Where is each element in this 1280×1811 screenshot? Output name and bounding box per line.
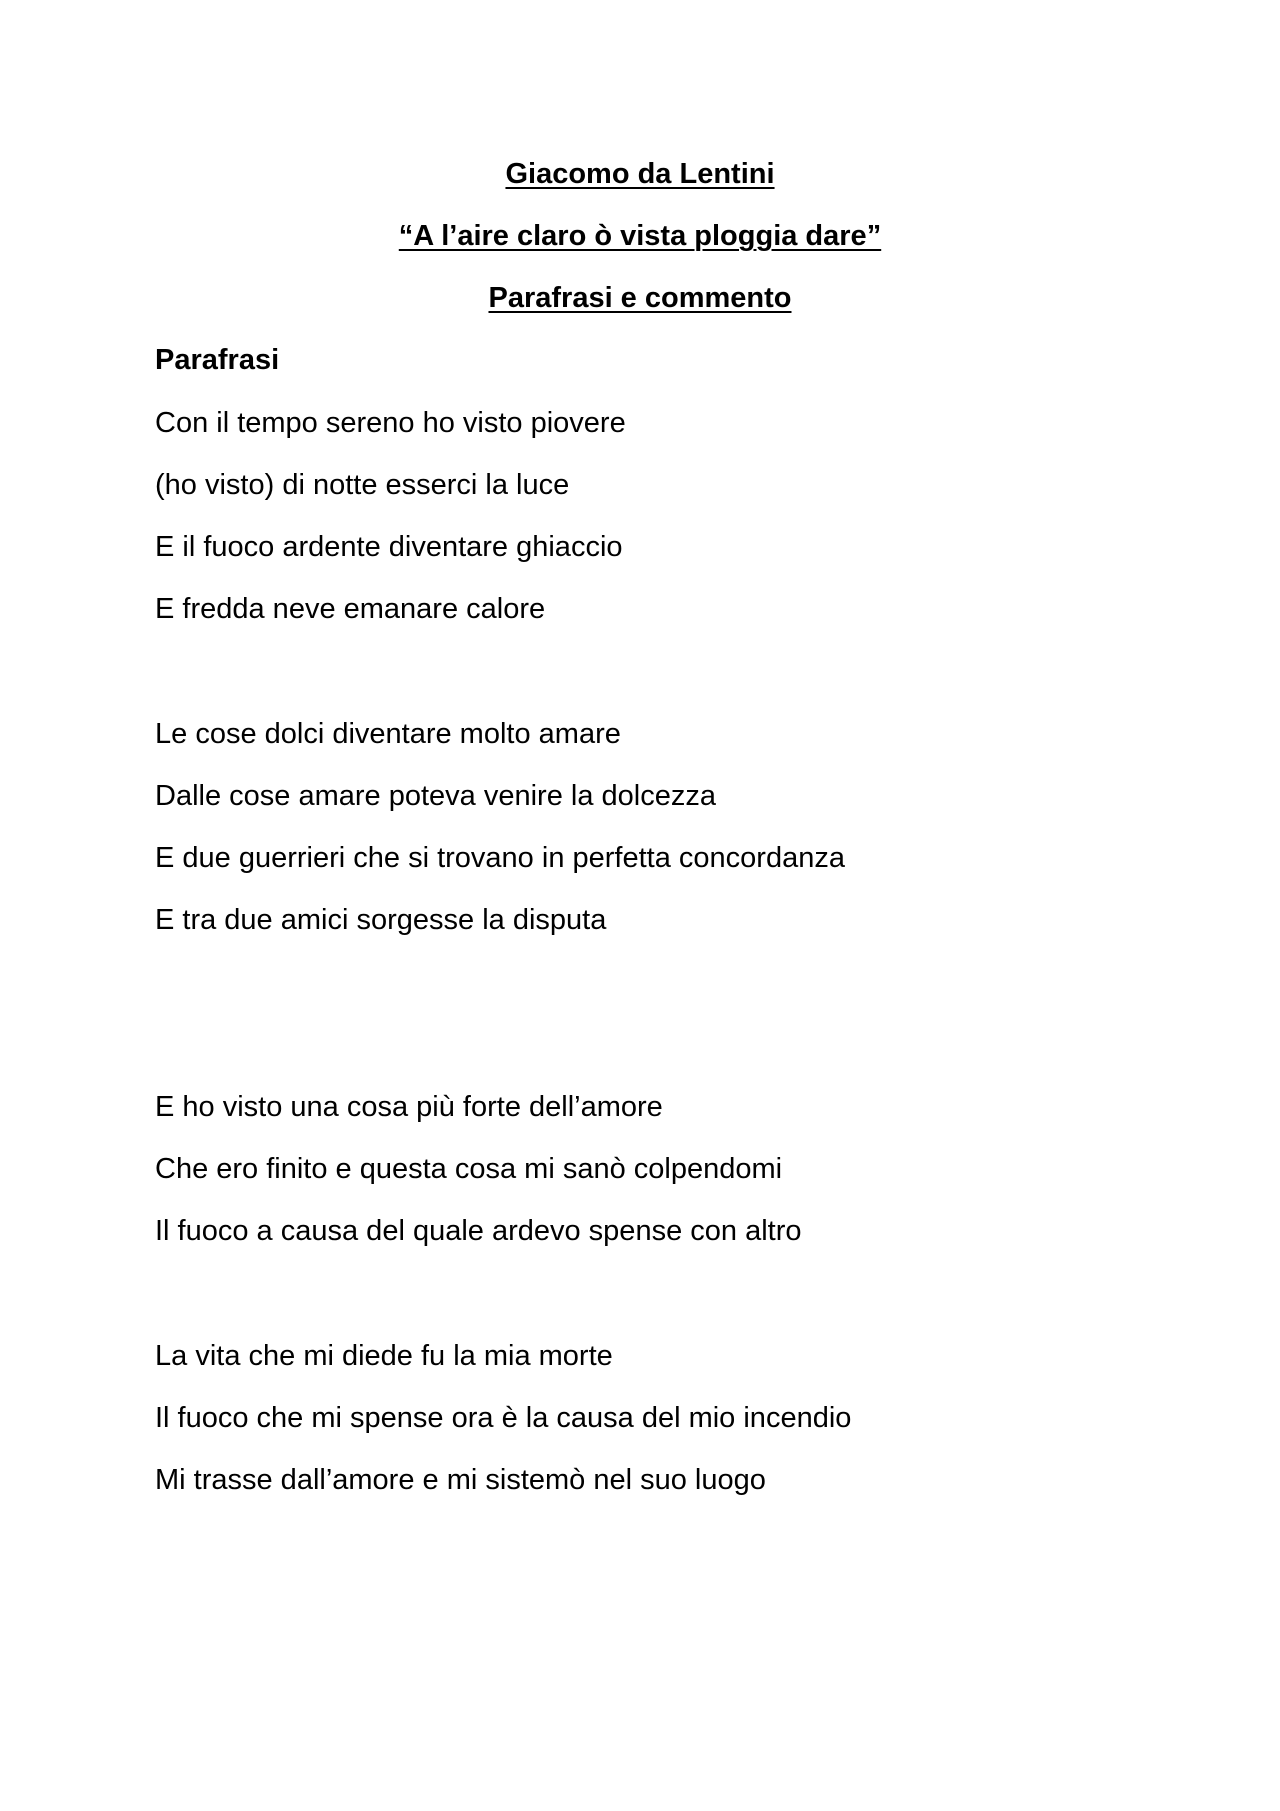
paraphrase-line: Che ero finito e questa cosa mi sanò colpendomi bbox=[155, 1153, 783, 1185]
paraphrase-line: Mi trasse dall’amore e mi sistemò nel suo luogo bbox=[155, 1464, 766, 1496]
paraphrase-line: E fredda neve emanare calore bbox=[155, 593, 546, 625]
poem-title-text: “A l’aire claro ò vista ploggia dare” bbox=[398, 220, 882, 252]
paraphrase-line: (ho visto) di notte esserci la luce bbox=[155, 469, 570, 501]
section-title: Parafrasi bbox=[155, 344, 280, 376]
paraphrase-line: Il fuoco che mi spense ora è la causa del mio incendio bbox=[155, 1402, 852, 1434]
paraphrase-line: E il fuoco ardente diventare ghiaccio bbox=[155, 531, 623, 563]
subtitle-heading bbox=[0, 280, 1280, 316]
paraphrase-line: Le cose dolci diventare molto amare bbox=[155, 718, 621, 750]
paraphrase-line: E ho visto una cosa più forte dell’amore bbox=[155, 1091, 663, 1123]
paraphrase-line: E due guerrieri che si trovano in perfetta concordanza bbox=[155, 842, 845, 874]
subtitle-text: Parafrasi e commento bbox=[488, 282, 792, 314]
paraphrase-line: Con il tempo sereno ho visto piovere bbox=[155, 407, 626, 439]
author-heading-text: Giacomo da Lentini bbox=[505, 158, 775, 190]
author-heading bbox=[0, 156, 1280, 192]
paraphrase-line: E tra due amici sorgesse la disputa bbox=[155, 904, 607, 936]
poem-title-heading bbox=[0, 218, 1280, 254]
paraphrase-line: Il fuoco a causa del quale ardevo spense con altro bbox=[155, 1215, 802, 1247]
paraphrase-line: La vita che mi diede fu la mia morte bbox=[155, 1340, 613, 1372]
paraphrase-line: Dalle cose amare poteva venire la dolcezza bbox=[155, 780, 716, 812]
